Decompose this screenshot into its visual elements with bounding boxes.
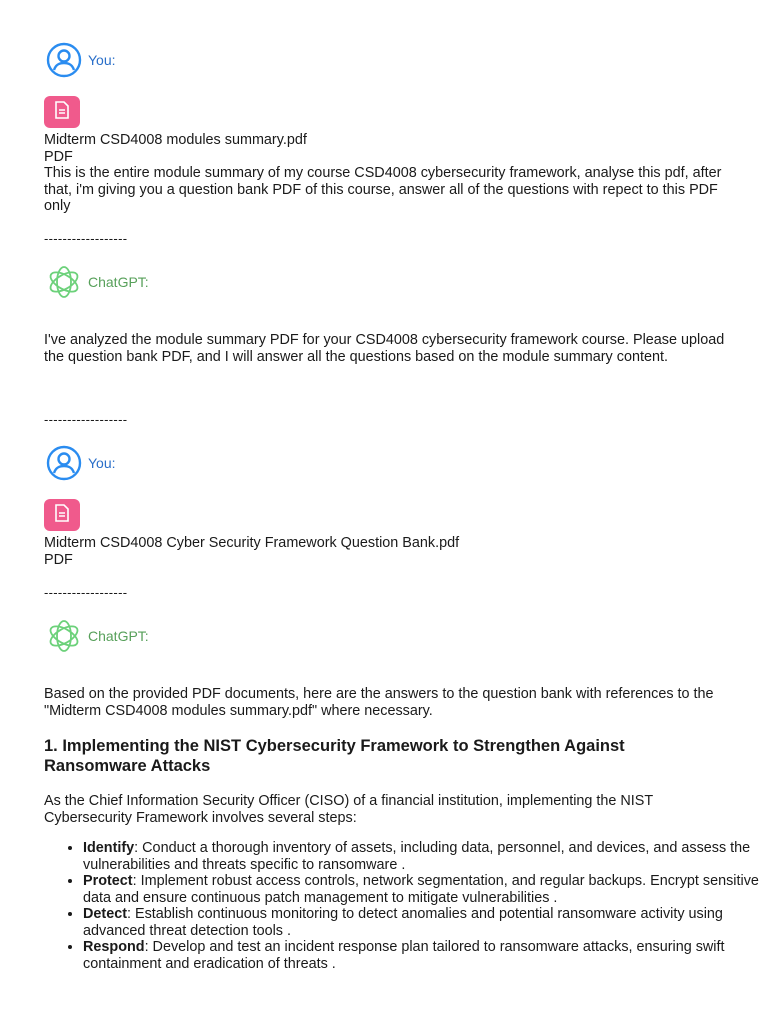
openai-logo-icon	[44, 616, 84, 656]
speaker-label: ChatGPT:	[88, 628, 149, 644]
divider: ------------------	[44, 585, 128, 600]
step-term: Detect	[83, 906, 127, 922]
pdf-attachment-icon[interactable]	[44, 499, 80, 531]
speaker-label: You:	[88, 52, 116, 68]
paragraph-text: As the Chief Information Security Officer (CISO) of a financial institution, implementing the NIST Cybersecurity Framework involves several steps:	[44, 793, 653, 826]
section-heading: 1. Implementing the NIST Cybersecurity Framework to Strengthen Against Ransomware Attacks	[44, 737, 625, 775]
section-paragraph	[44, 793, 734, 826]
message-text: I've analyzed the module summary PDF for your CSD4008 cybersecurity framework course. Please upload the question bank PDF, and I will answer all the questions based on the module summary content.	[44, 332, 725, 365]
speaker-chatgpt	[44, 616, 149, 656]
document-icon	[54, 101, 70, 124]
step-desc: : Conduct a thorough inventory of assets, including data, personnel, and devices, and assess the vulnerabilities and threats specific to ransomware .	[83, 840, 751, 873]
message-body	[44, 332, 734, 365]
user-avatar-icon	[44, 443, 84, 483]
speaker-label: You:	[88, 455, 116, 471]
step-desc: : Implement robust access controls, network segmentation, and regular backups. Encrypt sensitive data and ensure continuous patch management to mitigate vulnerabilities .	[83, 873, 759, 906]
attachment-filetype: PDF	[44, 551, 73, 568]
divider: ------------------	[44, 412, 128, 427]
message-intro	[44, 686, 734, 719]
step-desc: : Develop and test an incident response plan tailored to ransomware attacks, ensuring swift containment and eradication of threats .	[83, 939, 725, 972]
list-item	[83, 906, 768, 939]
openai-logo-icon	[44, 262, 84, 302]
list-item	[83, 939, 768, 972]
framework-steps-list	[44, 840, 768, 972]
divider: ------------------	[44, 231, 128, 246]
step-term: Respond	[83, 939, 145, 955]
document-icon	[54, 504, 70, 527]
list-item	[83, 840, 768, 873]
attachment-filename[interactable]: Midterm CSD4008 modules summary.pdf	[44, 132, 307, 148]
attachment-filetype: PDF	[44, 148, 73, 165]
speaker-user	[44, 443, 116, 483]
step-term: Protect	[83, 873, 133, 889]
message-text: This is the entire module summary of my course CSD4008 cybersecurity framework, analyse this pdf, after that, i'm giving you a question bank PDF of this course, answer all of the questions with repect to this PDF only	[44, 165, 722, 214]
step-desc: : Establish continuous monitoring to detect anomalies and potential ransomware activity using advanced threat detection tools .	[83, 906, 723, 939]
speaker-label: ChatGPT:	[88, 274, 149, 290]
pdf-attachment-icon[interactable]	[44, 96, 80, 128]
user-avatar-icon	[44, 40, 84, 80]
speaker-user	[44, 40, 116, 80]
step-term: Identify	[83, 840, 135, 856]
message-body	[44, 535, 734, 568]
attachment-filename[interactable]: Midterm CSD4008 Cyber Security Framework Question Bank.pdf	[44, 535, 460, 551]
message-text: Based on the provided PDF documents, here are the answers to the question bank with references to the "Midterm CSD4008 modules summary.pdf" where necessary.	[44, 686, 714, 719]
message-body	[44, 132, 734, 215]
speaker-chatgpt	[44, 262, 149, 302]
list-item	[83, 873, 768, 906]
